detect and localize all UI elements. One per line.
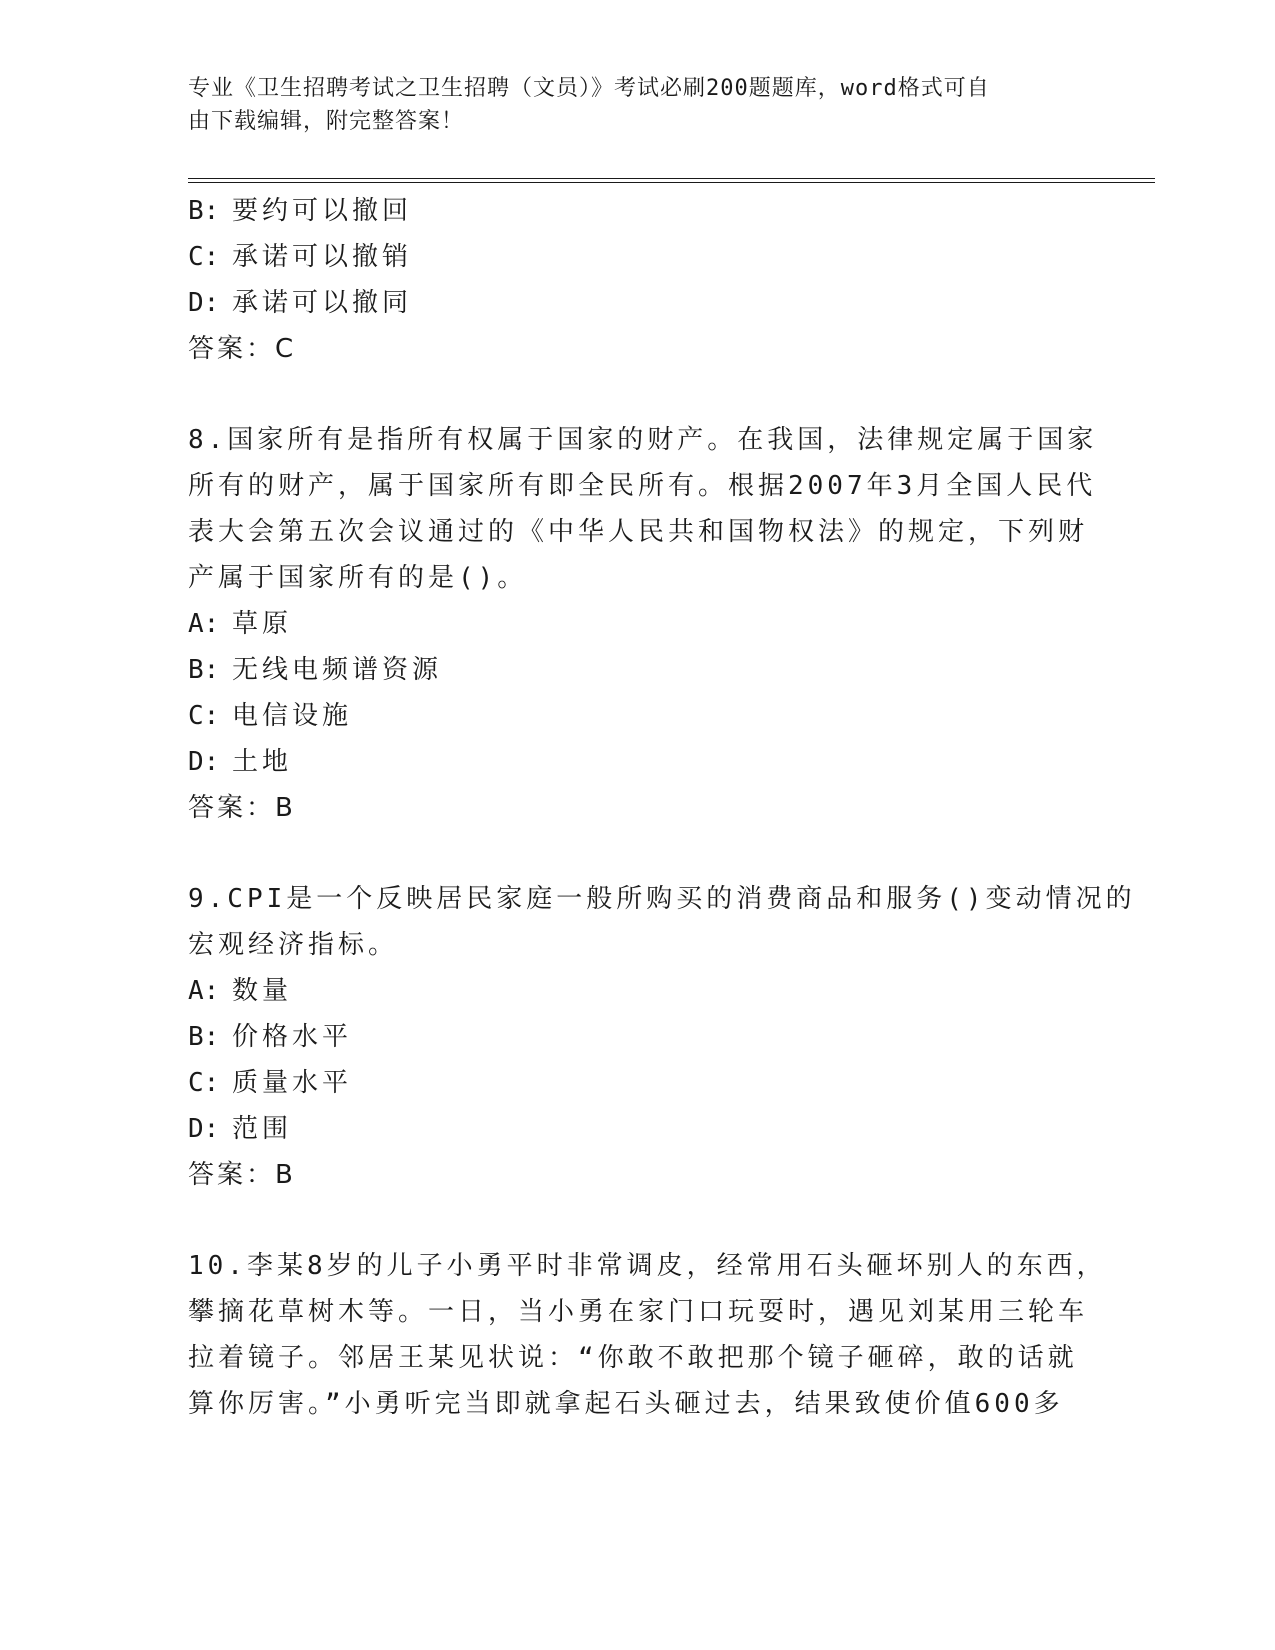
answer-line: 答案：B <box>188 1160 296 1190</box>
option-d <box>188 280 1088 326</box>
option-c <box>188 693 1088 739</box>
option-text: 范围 <box>232 1114 293 1144</box>
option-label: D: <box>188 1114 220 1144</box>
option-text: 数量 <box>232 976 293 1006</box>
option-label: C: <box>188 1068 220 1098</box>
option-label: C: <box>188 701 220 731</box>
header-title-line-2: 由下载编辑，附完整答案！ <box>188 109 465 134</box>
option-text: 承诺可以撤销 <box>232 242 413 272</box>
question-text-line: 8.国家所有是指所有权属于国家的财产。在我国，法律规定属于国家 <box>188 425 1098 455</box>
option-label: D: <box>188 288 220 318</box>
header-title-line-1: 专业《卫生招聘考试之卫生招聘（文员）》考试必刷200题题库，word格式可自 <box>188 76 990 101</box>
question-9 <box>188 876 1136 1198</box>
question-text-line: 拉着镜子。邻居王某见状说：“你敢不敢把那个镜子砸碎，敢的话就 <box>188 1343 1078 1373</box>
option-c <box>188 234 1088 280</box>
option-text: 土地 <box>232 747 293 777</box>
question-text-line: 攀摘花草树木等。一日，当小勇在家门口玩耍时，遇见刘某用三轮车 <box>188 1297 1089 1327</box>
question-text-line: 表大会第五次会议通过的《中华人民共和国物权法》的规定，下列财 <box>188 517 1089 547</box>
option-text: 价格水平 <box>232 1022 353 1052</box>
option-d <box>188 1106 1088 1152</box>
option-b <box>188 1014 1088 1060</box>
question-text-line: 宏观经济指标。 <box>188 930 399 960</box>
option-label: B: <box>188 196 220 226</box>
option-label: D: <box>188 747 220 777</box>
option-c <box>188 1060 1088 1106</box>
option-label: C: <box>188 242 220 272</box>
option-text: 电信设施 <box>232 701 353 731</box>
spacer <box>188 372 1088 417</box>
option-d <box>188 739 1088 785</box>
header-rule <box>188 178 1155 183</box>
question-text-line: 算你厉害。”小勇听完当即就拿起石头砸过去，结果致使价值600多 <box>188 1389 1064 1419</box>
document-body <box>188 188 1136 1427</box>
option-a <box>188 601 1088 647</box>
question-10 <box>188 1243 1107 1427</box>
document-header <box>188 72 1088 138</box>
option-label: A: <box>188 976 220 1006</box>
option-b <box>188 188 1088 234</box>
option-b <box>188 647 1088 693</box>
spacer <box>188 1198 1088 1243</box>
answer-line: 答案：C <box>188 334 297 364</box>
option-label: A: <box>188 609 220 639</box>
question-8 <box>188 417 1098 831</box>
prev-question-options <box>188 188 1088 372</box>
option-text: 要约可以撤回 <box>232 196 413 226</box>
option-text: 承诺可以撤同 <box>232 288 413 318</box>
option-text: 无线电频谱资源 <box>232 655 443 685</box>
question-text-line: 产属于国家所有的是()。 <box>188 563 528 593</box>
spacer <box>188 831 1088 876</box>
option-text: 质量水平 <box>232 1068 353 1098</box>
question-text-line: 所有的财产，属于国家所有即全民所有。根据2007年3月全国人民代 <box>188 471 1097 501</box>
option-a <box>188 968 1088 1014</box>
option-label: B: <box>188 655 220 685</box>
option-label: B: <box>188 1022 220 1052</box>
option-text: 草原 <box>232 609 293 639</box>
question-text-line: 10.李某8岁的儿子小勇平时非常调皮，经常用石头砸坏别人的东西， <box>188 1251 1107 1281</box>
answer-line: 答案：B <box>188 793 296 823</box>
question-text-line: 9.CPI是一个反映居民家庭一般所购买的消费商品和服务()变动情况的 <box>188 884 1136 914</box>
